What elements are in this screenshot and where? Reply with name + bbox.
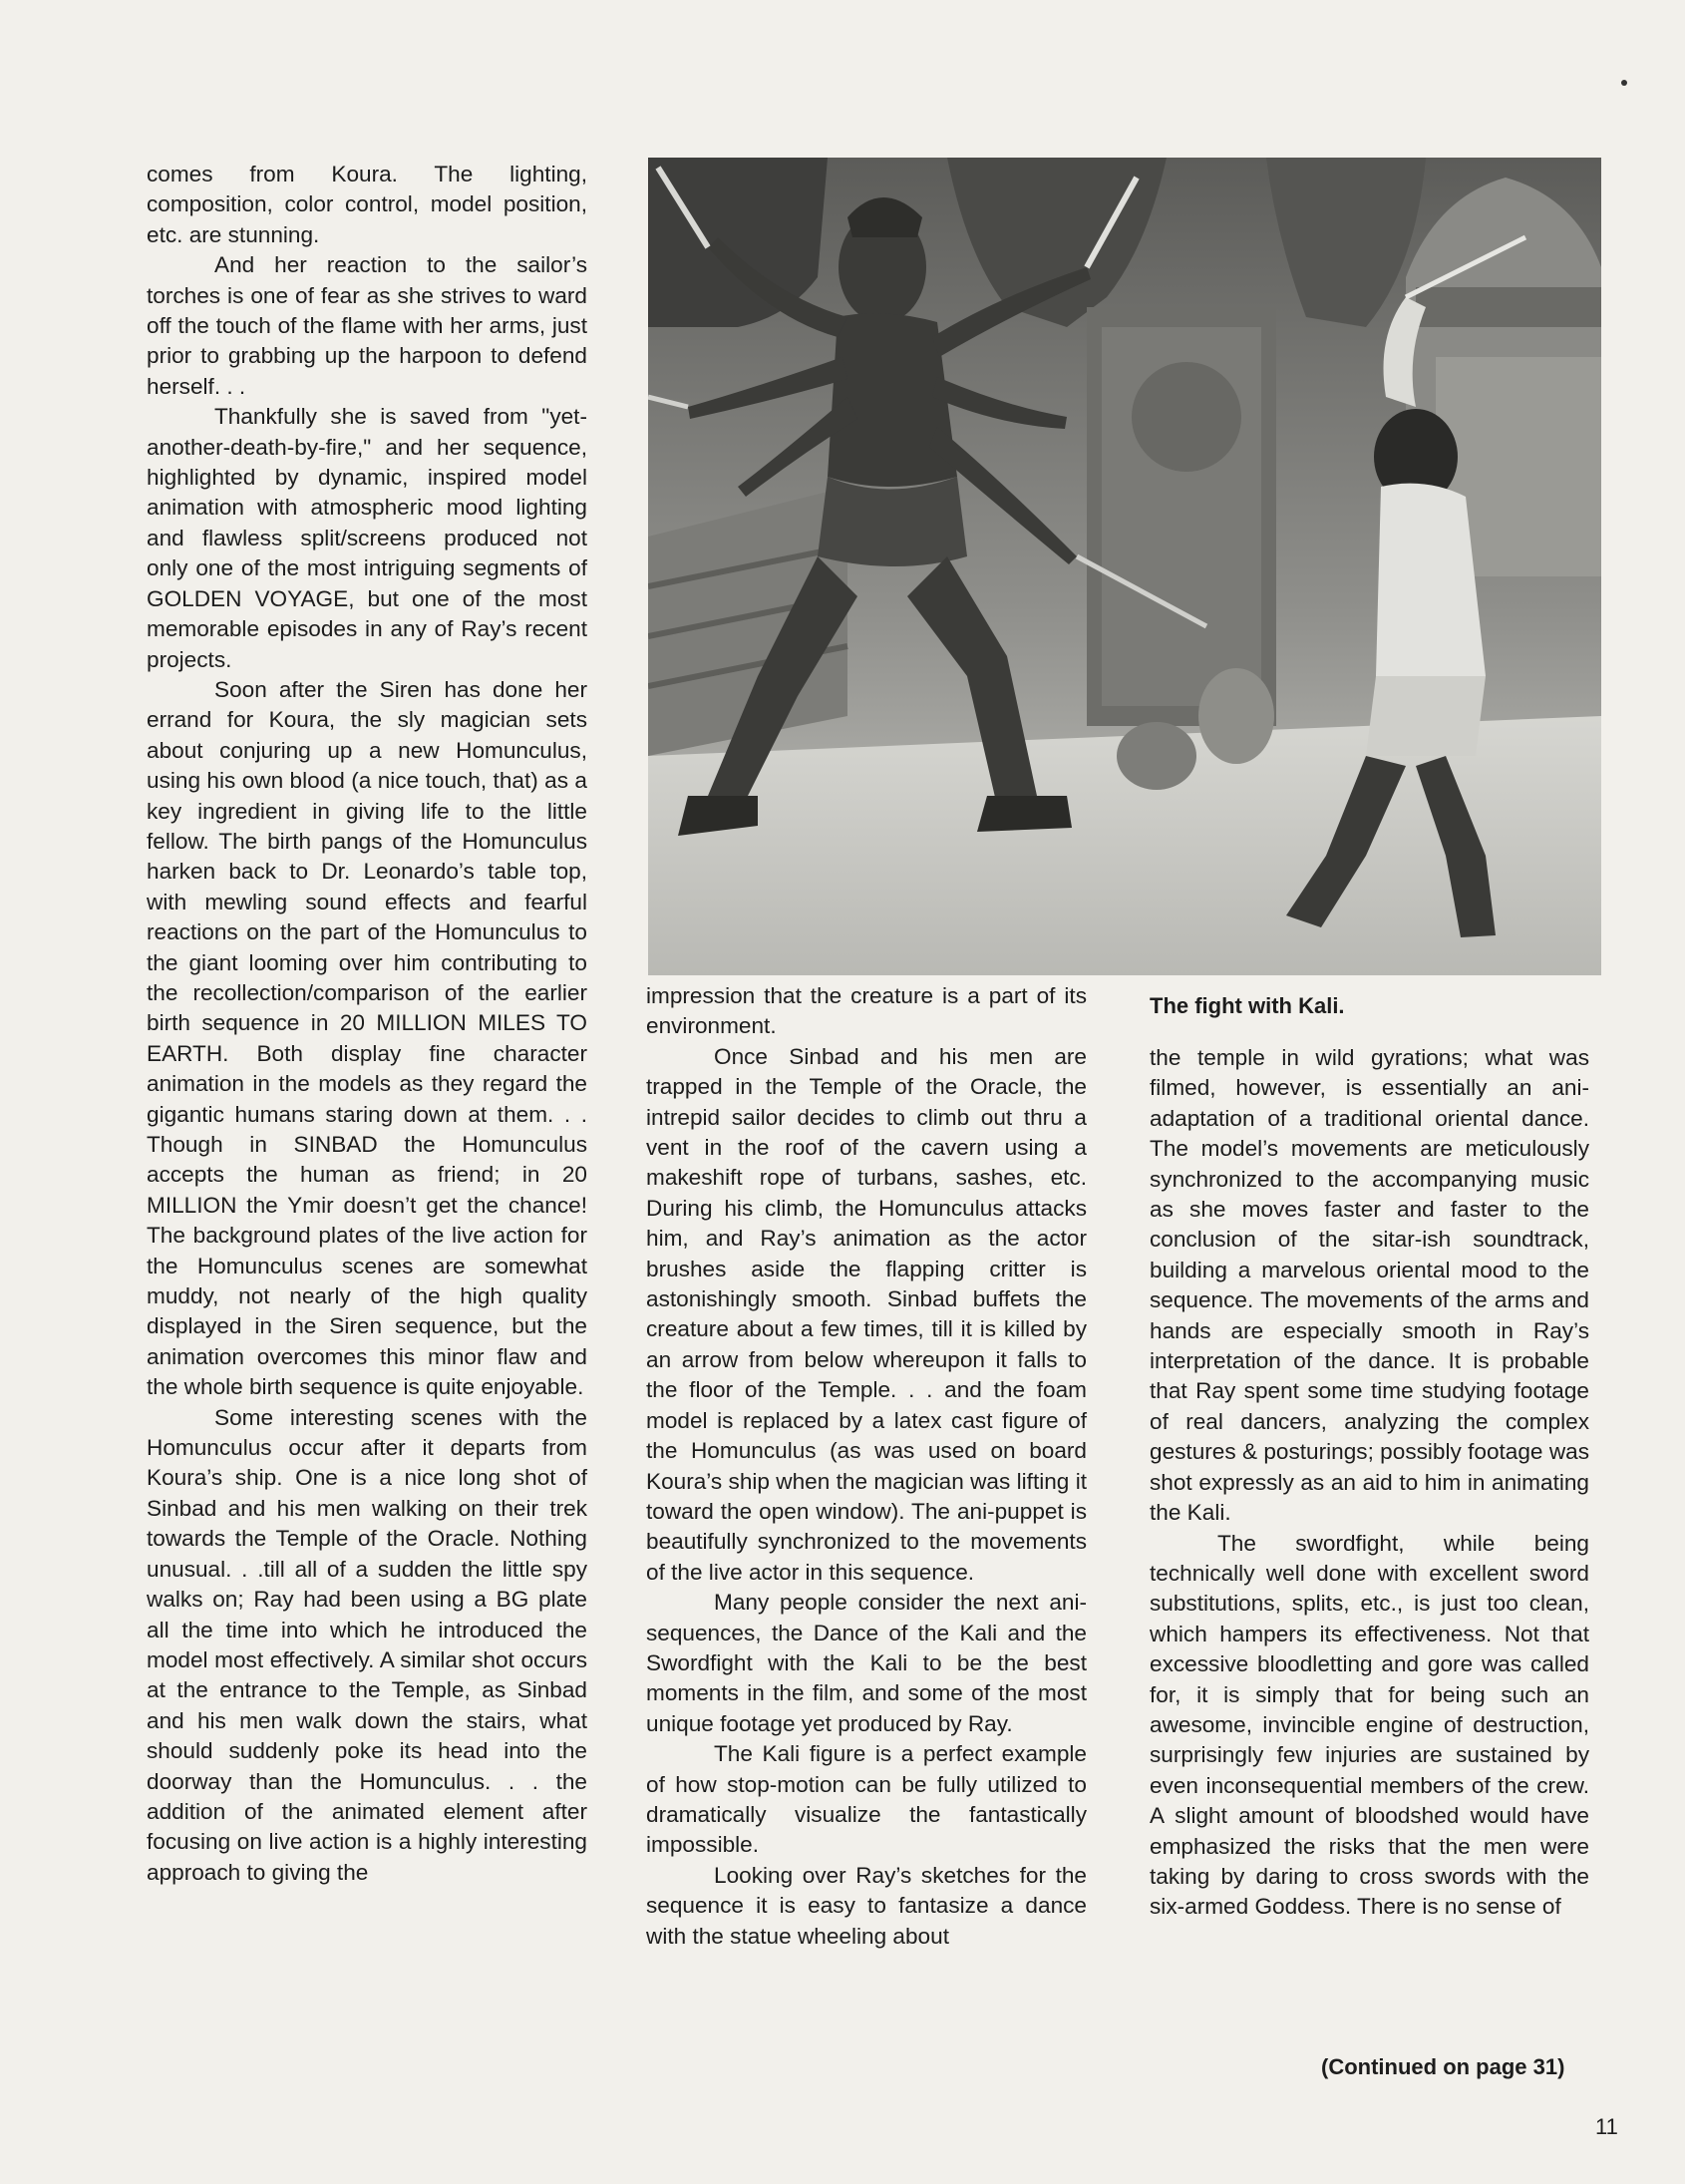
paragraph: Some interesting scenes with the Homunculus occur after it departs from Koura’s ship. One is a nice long shot of Sinbad and his men walking on their trek towards the Temple of the Oracle. Nothing unusual. . .till all of a sudden the little spy walks on; Ray had been using a BG plate all the time into which he introduced the model most effectively. A similar shot occurs at the entrance to the Temple, as Sinbad and his men walk down the stairs, what should suddenly poke its head into the doorway than the Homunculus. . . the addition of the animated element after focusing on live action is a highly interesting approach to giving the — [147, 1404, 587, 1885]
page-number: 11 — [1595, 2114, 1618, 2139]
speck-dot — [1621, 80, 1627, 86]
paragraph: Soon after the Siren has done her errand for Koura, the sly magician sets about conjuring up a new Homunculus, using his own blood (a nice touch, that) as a key ingredient in giving life to the little fellow. The birth pangs of the Homunculus harken back to Dr. Leonardo’s table top, with mewling sound effects and fearful reactions on the part of the Homunculus to the giant looming over him contributing to the recollection/comparison of the earlier birth sequence in 20 MILLION MILES TO EARTH. Both display fine character animation in the models as they regard the gigantic humans staring down at them. . . Though in SINBAD the Homunculus accepts the human as friend; in 20 MILLION the Ymir doesn’t get the chance! The background plates of the live action for the Homunculus scenes are somewhat muddy, not nearly of the high quality displayed in the Siren sequence, but the animation overcomes this minor flaw and the whole birth sequence is quite enjoyable. — [147, 676, 587, 1400]
paragraph: Many people consider the next ani-sequences, the Dance of the Kali and the Swordfight with the Kali to be the best moments in the film, and some of the most unique footage yet produced by Ray. — [646, 1590, 1087, 1736]
column-3 — [1150, 1043, 1589, 1923]
paragraph: Looking over Ray’s sketches for the sequence it is easy to fantasize a dance with the statue wheeling about — [646, 1862, 1087, 1949]
column-1 — [147, 160, 587, 1888]
paragraph: comes from Koura. The lighting, composition, color control, model position, etc. are stunning. — [147, 162, 587, 247]
kali-photo-illustration — [648, 158, 1601, 975]
paragraph: And her reaction to the sailor’s torches is one of fear as she strives to ward off the touch of the flame with her arms, just prior to grabbing up the harpoon to defend herself. . . — [147, 252, 587, 399]
paragraph: impression that the creature is a part of its environment. — [646, 983, 1087, 1039]
paragraph: Once Sinbad and his men are trapped in the Temple of the Oracle, the intrepid sailor decides to climb out thru a vent in the roof of the cavern using a makeshift rope of turbans, sashes, etc. During his climb, the Homunculus attacks him, and Ray’s animation as the actor brushes aside the flapping critter is astonishingly smooth. Sinbad buffets the creature about a few times, till it is killed by an arrow from below whereupon it falls to the floor of the Temple. . . and the foam model is replaced by a latex cast figure of the Homunculus (as was used on board Koura’s ship when the magician was lifting it toward the open window). The ani-puppet is beautifully synchronized to the movements of the live actor in this sequence. — [646, 1043, 1087, 1585]
photo-caption: The fight with Kali. — [1150, 993, 1345, 1018]
paragraph: The Kali figure is a perfect example of how stop-motion can be fully utilized to dramatically visualize the fantastically impossible. — [646, 1741, 1087, 1858]
column-2 — [646, 981, 1087, 1952]
paragraph: Thankfully she is saved from "yet-another-death-by-fire," and her sequence, highlighted by dynamic, inspired model animation with atmospheric mood lighting and flawless split/screens produced not only one of the most intriguing segments of GOLDEN VOYAGE, but one of the most memorable episodes in any of Ray’s recent projects. — [147, 404, 587, 672]
kali-fight-photo — [648, 158, 1601, 975]
paragraph: the temple in wild gyrations; what was filmed, however, is essentially an ani-adaptation of a traditional oriental dance. The model’s movements are meticulously synchronized to the accompanying music as she moves faster and faster to the conclusion of the sitar-ish soundtrack, building a marvelous oriental mood to the sequence. The movements of the arms and hands are especially smooth in Ray’s interpretation of the dance. It is probable that Ray spent some time studying footage of real dancers, analyzing the complex gestures & posturings; possibly footage was shot expressly as an aid to him in animating the Kali. — [1150, 1045, 1589, 1526]
continued-note: (Continued on page 31) — [1321, 2054, 1565, 2079]
paragraph: The swordfight, while being technically well done with excellent sword substitutions, splits, etc., is just too clean, which hampers its effectiveness. Not that excessive bloodletting and gore was called for, it is simply that for being such an awesome, invincible engine of destruction, surprisingly few injuries are sustained by even inconsequential members of the crew. A slight amount of bloodshed would have emphasized the risks that the men were taking by daring to cross swords with the six-armed Goddess. There is no sense of — [1150, 1530, 1589, 1920]
